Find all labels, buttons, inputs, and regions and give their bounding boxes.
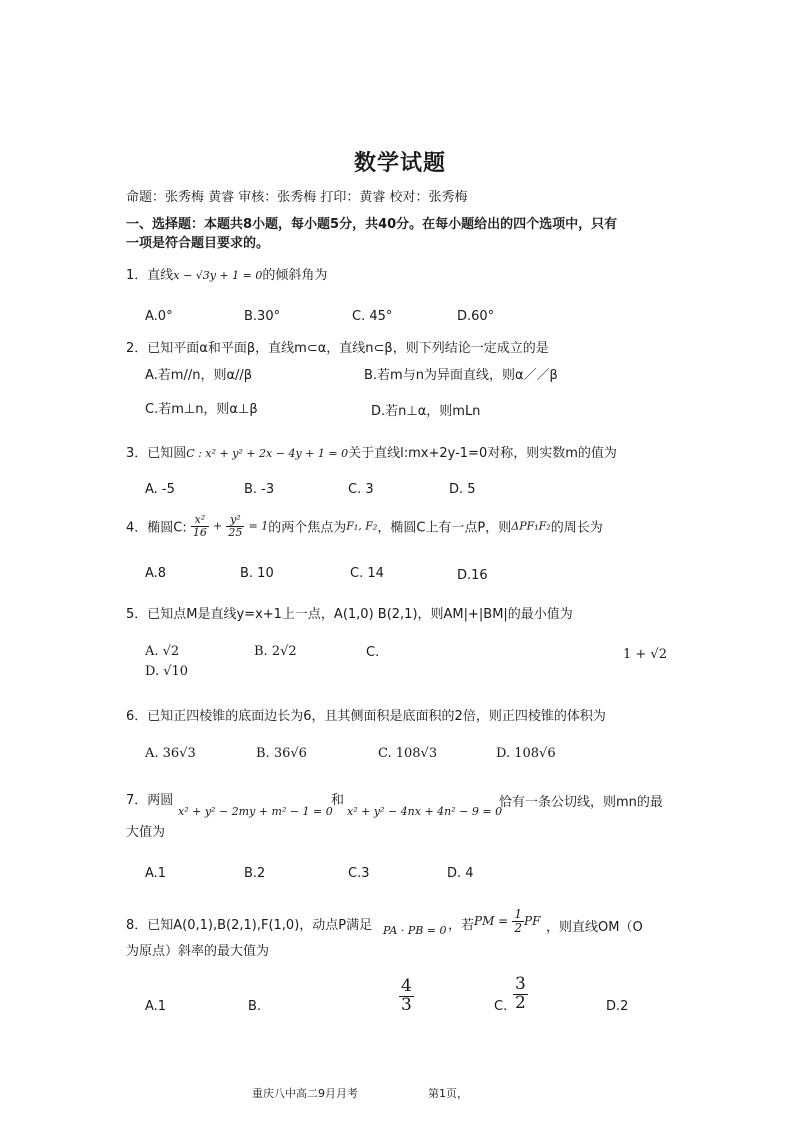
- question-1: [126, 264, 327, 283]
- q6-option-a: A. 36√3: [145, 746, 196, 761]
- q6-option-d: D. 108√6: [496, 746, 556, 761]
- question-6: 6．已知正四棱锥的底面边长为6，且其侧面积是底面积的2倍，则正四棱锥的体积为: [126, 709, 606, 724]
- q4-triangle: ΔPF₁F₂: [511, 519, 551, 533]
- q1-option-b: B.30°: [244, 309, 281, 324]
- q4-suffix: 的周长为: [550, 520, 603, 536]
- q4-option-b: B. 10: [240, 566, 274, 581]
- q4-option-a: A.8: [145, 566, 167, 581]
- q8-option-c-frac: [513, 976, 528, 1013]
- q8-suffix: ，则直线OM（O: [546, 920, 643, 935]
- q6-option-c: C. 108√3: [378, 746, 438, 761]
- q5-option-b: B. 2√2: [254, 644, 297, 659]
- q8-vector-eq: [474, 908, 540, 934]
- q3-option-d: D. 5: [449, 482, 476, 497]
- q8-option-a: A.1: [145, 999, 167, 1014]
- q8-option-d: D.2: [606, 999, 629, 1014]
- q4-num-y: y²: [226, 514, 244, 527]
- question-4: [126, 514, 603, 538]
- q5-option-c-label: C.: [366, 645, 380, 660]
- q1-option-d: D.60°: [457, 309, 495, 324]
- footer-exam-name: 重庆八中高二9月月考: [252, 1087, 358, 1100]
- q4-option-d: D.16: [457, 568, 488, 583]
- q4-fraction-y: [226, 514, 244, 538]
- q8-option-c-label: C.: [494, 999, 508, 1014]
- q2-option-a: A.若m//n，则α//β: [145, 368, 253, 383]
- q8-prefix: 8．已知A(0,1),B(2,1),F(1,0)，动点P满足: [126, 918, 373, 933]
- footer-page-number: 第1页，: [428, 1087, 468, 1100]
- q4-fraction-x: [191, 514, 209, 538]
- section-heading-line2: 一项是符合题目要求的。: [126, 236, 270, 251]
- q5-option-a: A. √2: [145, 644, 180, 659]
- q8-half-num: 1: [514, 907, 523, 921]
- q1-equation: x − √3y + 1 = 0: [173, 269, 263, 282]
- q7-option-a: A.1: [145, 866, 167, 881]
- q8-condition: PA · PB = 0: [383, 924, 447, 937]
- q8-option-c-den: 2: [515, 992, 526, 1013]
- q1-suffix: 的倾斜角为: [262, 268, 328, 283]
- q1-option-a: A.0°: [145, 309, 173, 324]
- q6-option-b: B. 36√6: [256, 746, 307, 761]
- q7-equation-2: x² + y² − 4nx + 4n² − 9 = 0: [347, 805, 503, 818]
- q3-option-c: C. 3: [348, 482, 374, 497]
- q5-option-d: D. √10: [145, 664, 189, 679]
- q8-option-c-num: 3: [515, 974, 526, 994]
- q8-half: [512, 908, 524, 934]
- q5-option-c-value: 1 + √2: [623, 647, 667, 662]
- q7-and: 和: [331, 793, 345, 808]
- q4-foci: F₁, F₂: [346, 519, 378, 533]
- q3-option-a: A. -5: [145, 482, 175, 497]
- q2-option-d: D.若n⊥α，则mLn: [371, 404, 481, 419]
- q8-line2: 为原点）斜率的最大值为: [126, 944, 270, 959]
- q7-option-d: D. 4: [447, 866, 474, 881]
- q3-suffix: 关于直线l:mx+2y-1=0对称，则实数m的值为: [348, 446, 617, 461]
- q7-option-c: C.3: [348, 866, 370, 881]
- q7-equation-1: x² + y² − 2my + m² − 1 = 0: [178, 805, 333, 818]
- q7-line2: 大值为: [126, 825, 166, 840]
- q4-den-y: 25: [228, 525, 243, 539]
- page-title: 数学试题: [353, 151, 446, 176]
- q4-mid2: ，椭圆C上有一点P，则: [377, 520, 512, 536]
- q7-option-b: B.2: [244, 866, 266, 881]
- credits-line: 命题：张秀梅 黄睿 审核：张秀梅 打印：黄睿 校对：张秀梅: [126, 190, 468, 205]
- q7-suffix: 恰有一条公切线，则mn的最: [499, 795, 663, 810]
- q4-den-x: 16: [192, 525, 207, 539]
- section-heading-line1: 一、选择题：本题共8小题，每小题5分，共40分。在每小题给出的四个选项中，只有: [126, 217, 618, 232]
- q8-half-den: 2: [514, 920, 523, 935]
- q4-option-c: C. 14: [350, 566, 384, 581]
- q4-plus: +: [213, 519, 223, 533]
- q8-vector-pm: PM =: [474, 914, 509, 929]
- q1-prefix: 1．直线: [126, 268, 174, 283]
- question-5: 5．已知点M是直线y=x+1上一点，A(1,0) B(2,1)，则AM|+|BM|的最小值为: [126, 607, 573, 622]
- q4-prefix: 4．椭圆C:: [126, 520, 187, 536]
- q8-option-b-num: 4: [401, 976, 412, 996]
- q8-option-b-label: B.: [248, 999, 262, 1014]
- q3-option-b: B. -3: [244, 482, 275, 497]
- question-3: [126, 442, 617, 461]
- q4-equals-one: = 1: [248, 519, 269, 533]
- q4-num-x: x²: [191, 514, 209, 527]
- q3-equation: C : x² + y² + 2x − 4y + 1 = 0: [186, 447, 349, 460]
- q4-mid: 的两个焦点为: [268, 520, 347, 536]
- q8-mid: ，若: [448, 918, 475, 933]
- q7-prefix: 7．两圆: [126, 793, 174, 808]
- q2-option-c: C.若m⊥n，则α⊥β: [145, 402, 258, 417]
- q8-option-b-frac: [399, 978, 414, 1015]
- q1-option-c: C. 45°: [352, 309, 393, 324]
- q8-vector-pf: PF: [524, 914, 541, 929]
- q8-option-c-fraction: [513, 976, 528, 1013]
- q2-option-b: B.若m与n为异面直线，则α／／β: [364, 368, 558, 383]
- q8-option-b-den: 3: [401, 994, 412, 1015]
- q3-prefix: 3．已知圆: [126, 446, 187, 461]
- q8-option-b-fraction: [399, 978, 414, 1015]
- question-2: 2．已知平面α和平面β，直线m⊂α，直线n⊂β，则下列结论一定成立的是: [126, 341, 549, 356]
